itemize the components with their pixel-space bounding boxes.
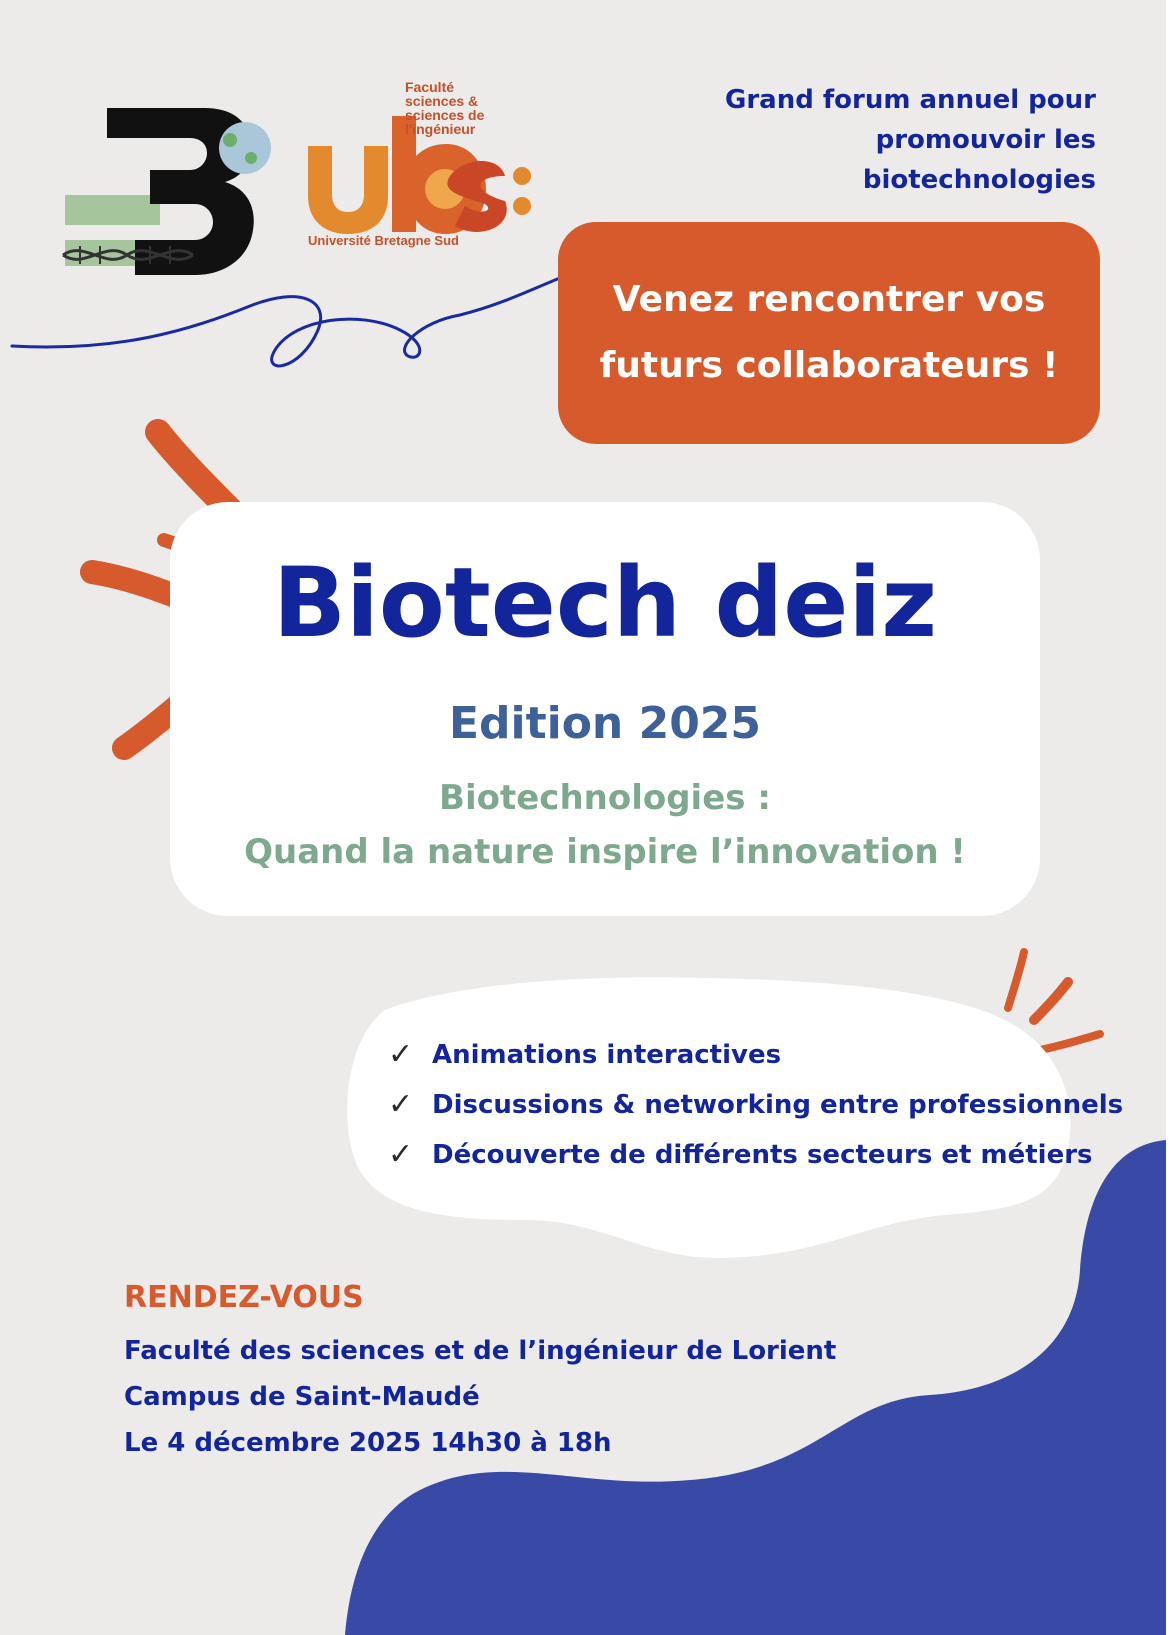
rendezvous-details [124, 1328, 836, 1466]
ubs-university-label: Université Bretagne Sud [308, 233, 459, 248]
event-title: Biotech deiz [272, 547, 938, 659]
ubs-faculty-line: sciences & [405, 93, 479, 109]
subtitle-line: Quand la nature inspire l’innovation ! [244, 832, 966, 872]
event-subtitle [170, 771, 1040, 879]
tagline [656, 80, 1096, 200]
rendezvous-heading: RENDEZ-VOUS [124, 1280, 364, 1315]
check-icon: ✓ [388, 1087, 414, 1122]
rendezvous-date: Le 4 décembre 2025 14h30 à 18h [124, 1428, 612, 1458]
ubs-faculty-line: sciences de [405, 107, 485, 123]
event-edition: Edition 2025 [448, 698, 762, 749]
rendezvous-place: Faculté des sciences et de l’ingénieur de Lorient [124, 1336, 837, 1366]
cta-line: Venez rencontrer vos [612, 279, 1046, 320]
subtitle-line: Biotechnologies : [439, 778, 771, 818]
wavy-line [12, 278, 560, 366]
feature-label: Discussions & networking entre professionnels [432, 1090, 1124, 1120]
b3-dna-logo-icon [55, 100, 275, 280]
list-item [388, 1130, 1123, 1180]
feature-list [388, 1030, 1123, 1180]
feature-label: Découverte de différents secteurs et métiers [432, 1140, 1093, 1170]
list-item [388, 1030, 1123, 1080]
cta-line: futurs collaborateurs ! [599, 345, 1059, 386]
tagline-line: Grand forum annuel pour [724, 85, 1096, 115]
rendezvous-campus: Campus de Saint-Maudé [124, 1382, 480, 1412]
check-icon: ✓ [388, 1037, 414, 1072]
ubs-faculty-line: Faculté [405, 79, 455, 95]
ubs-faculty-label [405, 80, 525, 136]
page-margin [1166, 0, 1173, 1635]
ubs-faculty-line: l'ingénieur [405, 121, 476, 137]
tagline-line: promouvoir les biotechnologies [862, 125, 1096, 195]
cta-banner [558, 222, 1100, 444]
feature-label: Animations interactives [432, 1040, 782, 1070]
list-item [388, 1080, 1123, 1130]
check-icon: ✓ [388, 1137, 414, 1172]
